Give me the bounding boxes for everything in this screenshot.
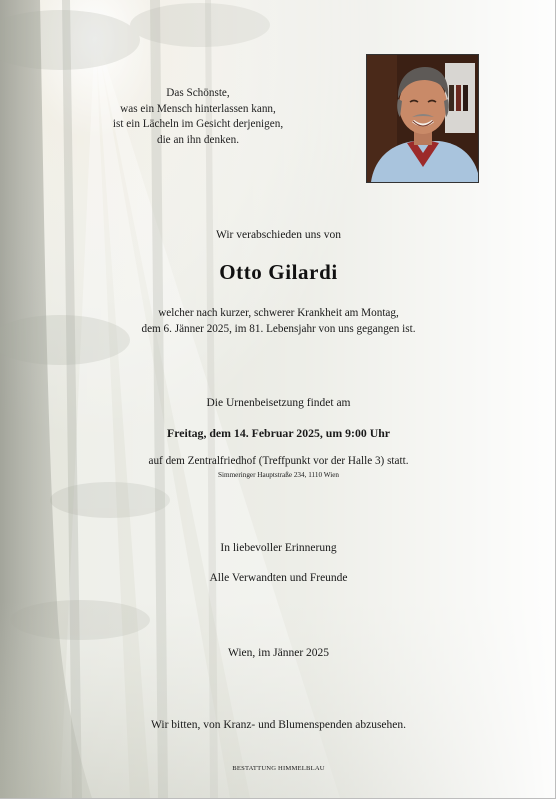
funeral-home: BESTATTUNG HIMMELBLAU (232, 765, 325, 772)
ceremony-address: Simmeringer Hauptstraße 234, 1110 Wien (217, 471, 339, 479)
quote-line: die an ihn denken. (156, 133, 240, 146)
city-date: Wien, im Jänner 2025 (227, 647, 330, 659)
intro-text: Wir verabschieden uns von (215, 229, 342, 241)
death-notice (0, 306, 556, 337)
deceased-name: Otto Gilardi (219, 260, 338, 284)
quote-line: was ein Mensch hinterlassen kann, (120, 102, 276, 115)
donation-note: Wir bitten, von Kranz- und Blumenspenden abzusehen. (150, 719, 407, 731)
closing-relatives: Alle Verwandten und Freunde (209, 572, 348, 584)
portrait-photo (366, 54, 479, 183)
death-notice-line: dem 6. Jänner 2025, im 81. Lebensjahr von uns gegangen ist. (141, 322, 416, 335)
memorial-quote (70, 86, 326, 148)
portrait-photo-icon (367, 55, 478, 182)
death-notice-line: welcher nach kurzer, schwerer Krankheit am Montag, (158, 307, 399, 319)
closing-memory: In liebevoller Erinnerung (220, 542, 337, 554)
ceremony-place: auf dem Zentralfriedhof (Treffpunkt vor der Halle 3) statt. (148, 455, 409, 467)
quote-line: Das Schönste, (166, 87, 230, 99)
quote-line: ist ein Lächeln im Gesicht derjenigen, (112, 118, 284, 130)
ceremony-datetime: Freitag, dem 14. Februar 2025, um 9:00 Uhr (166, 426, 391, 440)
ceremony-intro: Die Urnenbeisetzung findet am (206, 397, 351, 409)
